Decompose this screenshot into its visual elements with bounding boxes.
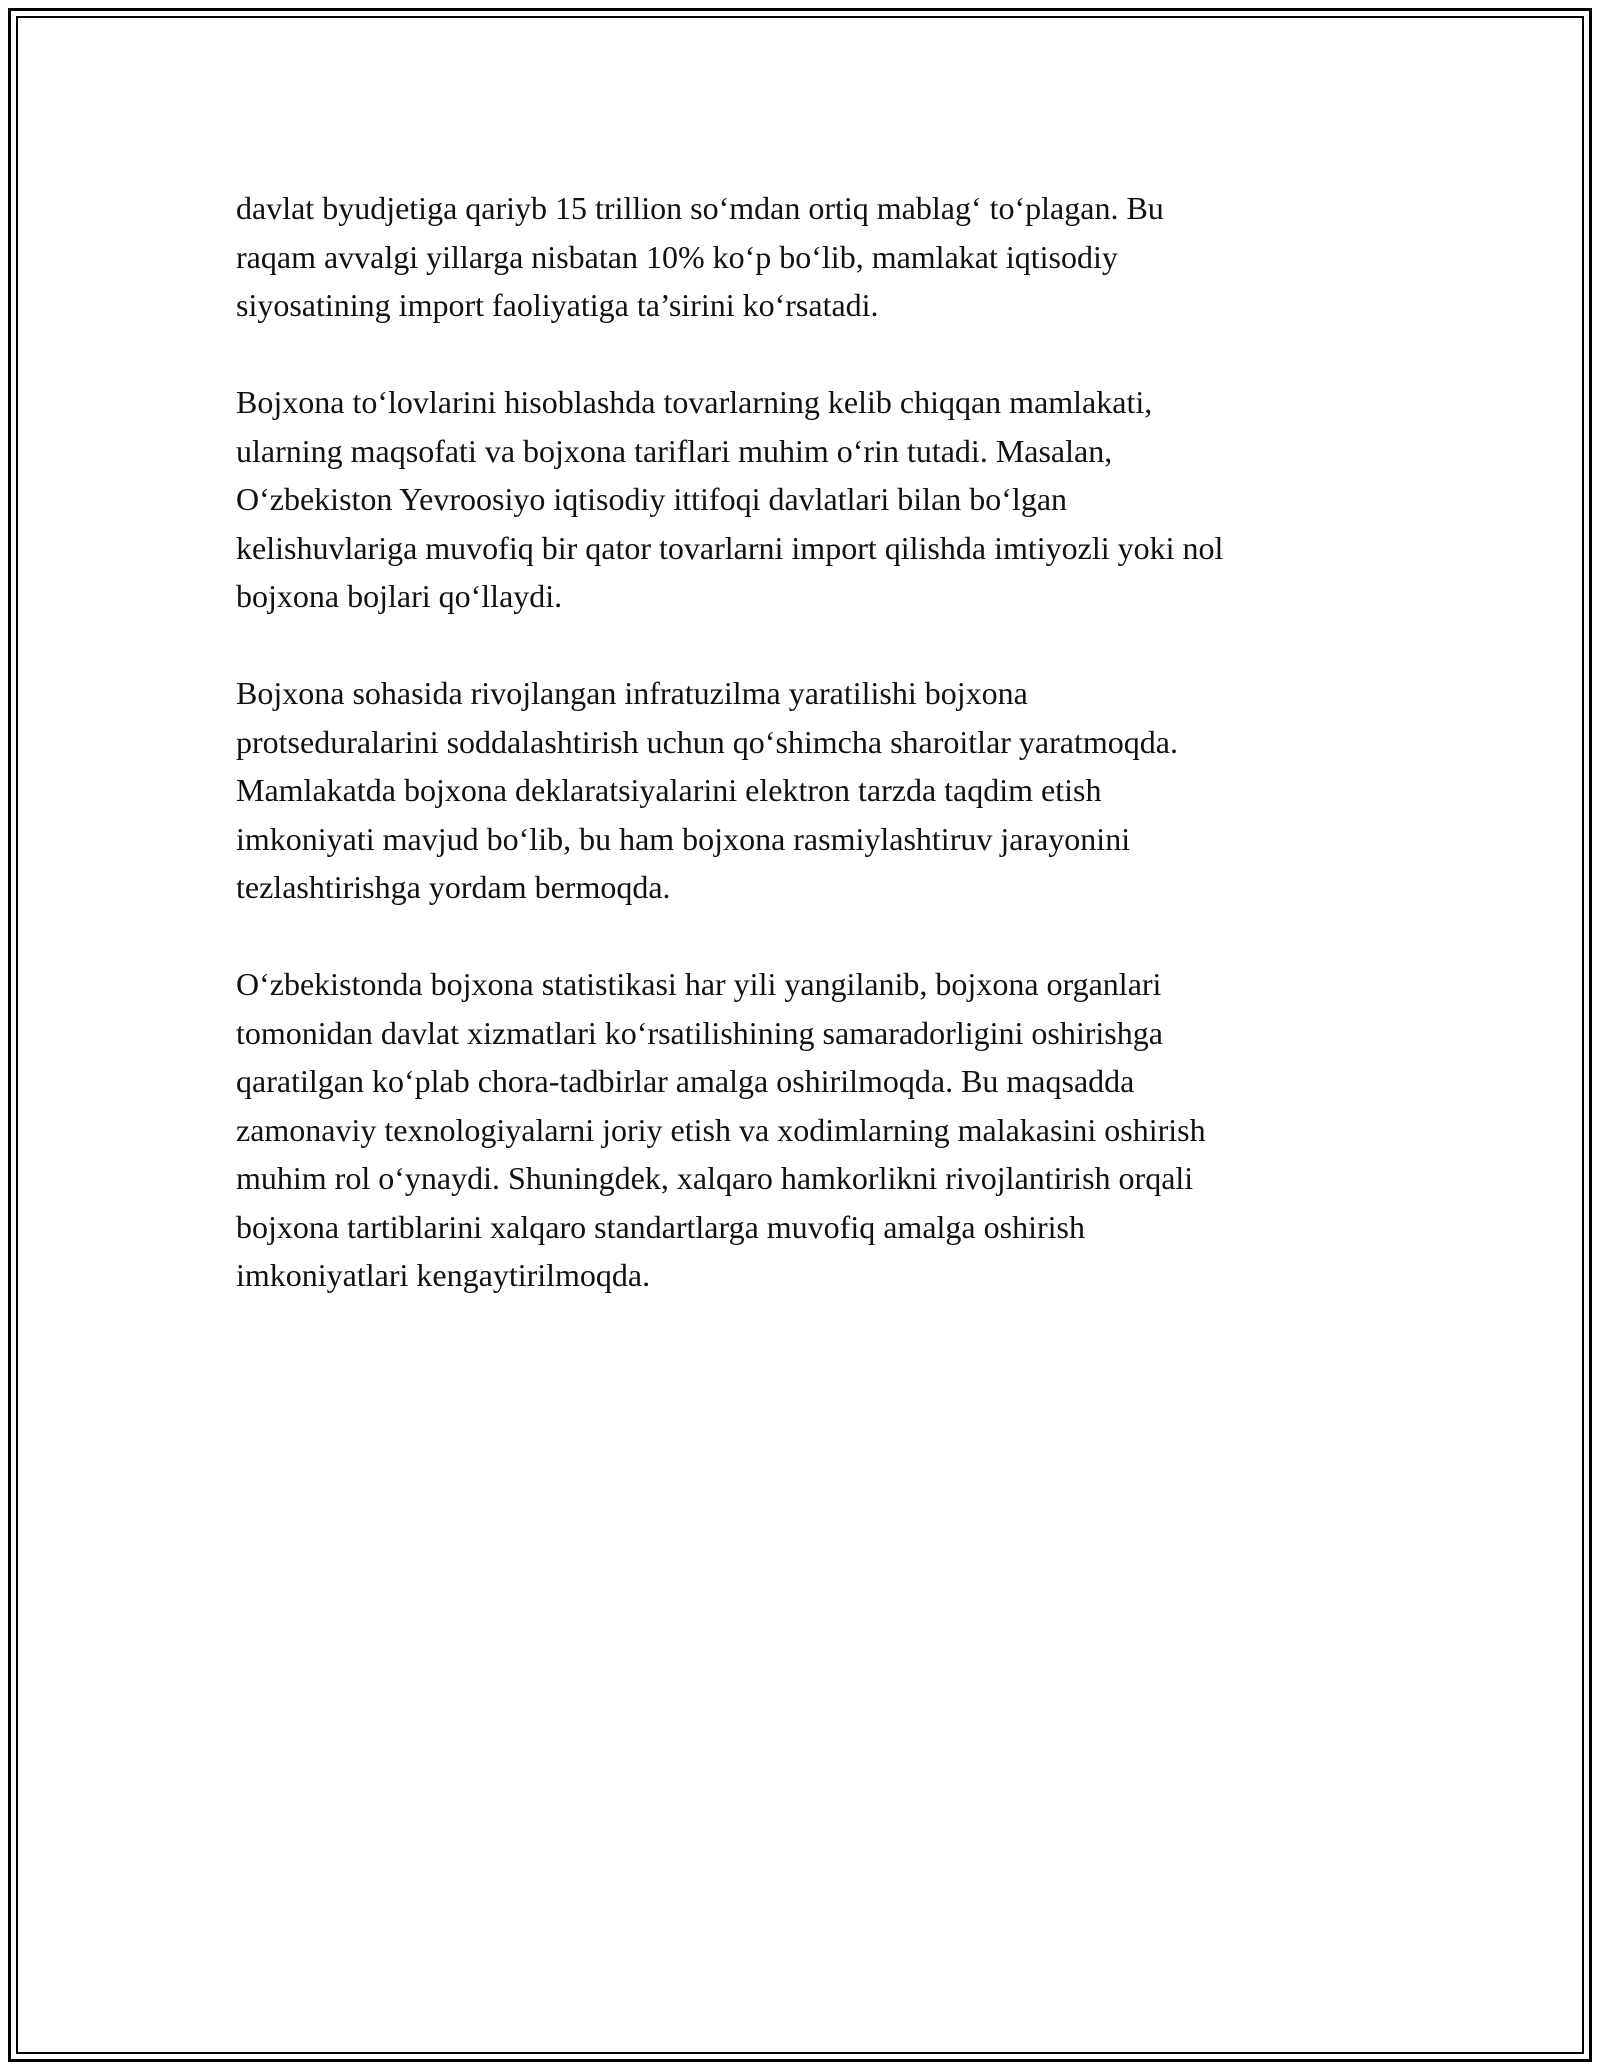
paragraph-budget-collection: davlat byudjetiga qariyb 15 trillion so‘mdan ortiq mablag‘ to‘plagan. Bu raqam avvalgi yillarga nisbatan 10% ko‘p bo‘lib, mamlakat iqtisodiy siyosatining import faoliyatiga ta’sirini ko‘rsatadi. [236, 190, 1164, 323]
paragraph-customs-payments: Bojxona to‘lovlarini hisoblashda tovarlarning kelib chiqqan mamlakati, ularning maqsofati va bojxona tariflari muhim o‘rin tutadi. Masalan, O‘zbekiston Yevroosiyo iqtisodiy ittifoqi davlatlari bilan bo‘lgan kelishuvlariga muvofiq bir qator tovarlarni import qilishda imtiyozli yoki nol bojxona bojlari qo‘llaydi. [236, 384, 1224, 614]
document-body [236, 184, 1386, 1348]
paragraph-customs-statistics: O‘zbekistonda bojxona statistikasi har yili yangilanib, bojxona organlari tomonidan davlat xizmatlari ko‘rsatilishining samaradorligini oshirishga qaratilgan ko‘plab chora-tadbirlar amalga oshirilmoqda. Bu maqsadda zamonaviy texnologiyalarni joriy etish va xodimlarning malakasini oshirish muhim rol o‘ynaydi. Shuningdek, xalqaro hamkorlikni rivojlantirish orqali bojxona tartiblarini xalqaro standartlarga muvofiq amalga oshirish imkoniyatlari kengaytirilmoqda. [236, 966, 1206, 1293]
paragraph-customs-infrastructure: Bojxona sohasida rivojlangan infratuzilma yaratilishi bojxona protseduralarini soddalashtirish uchun qo‘shimcha sharoitlar yaratmoqda. Mamlakatda bojxona deklaratsiyalarini elektron tarzda taqdim etish imkoniyati mavjud bo‘lib, bu ham bojxona rasmiylashtiruv jarayonini tezlashtirishga yordam bermoqda. [236, 675, 1178, 905]
